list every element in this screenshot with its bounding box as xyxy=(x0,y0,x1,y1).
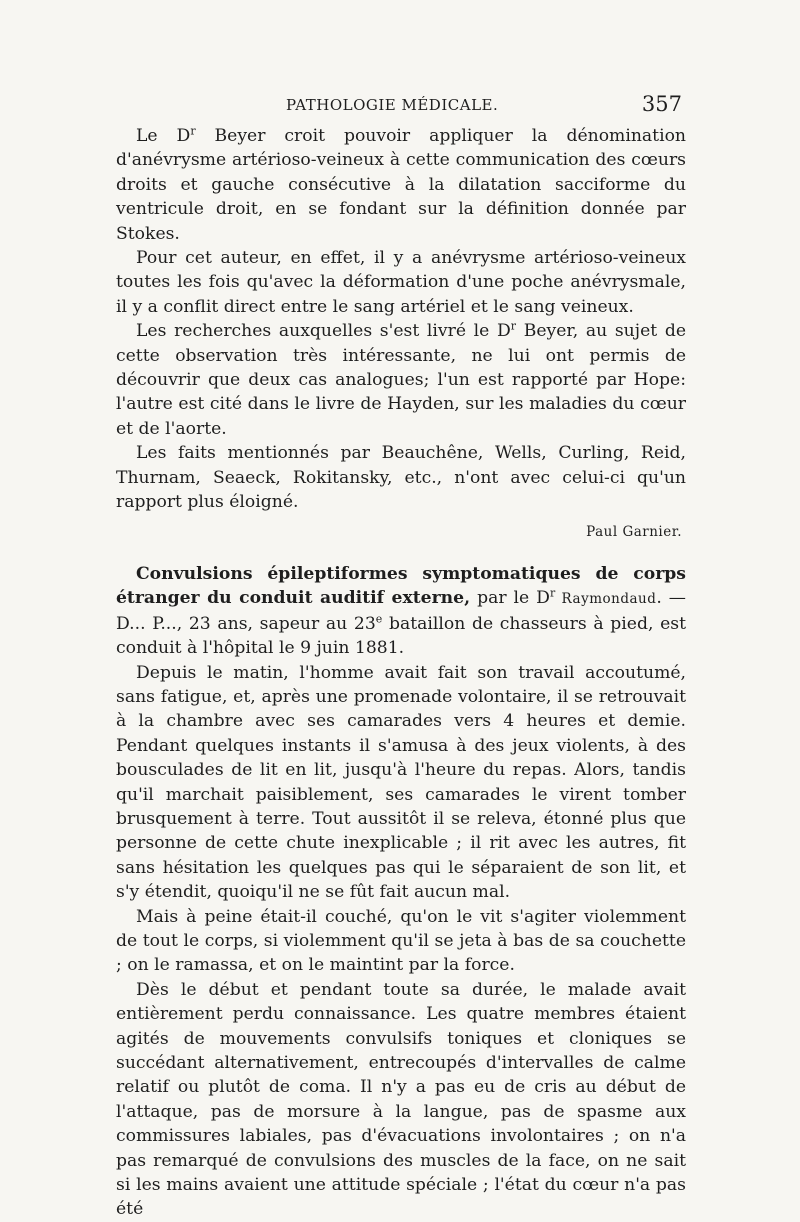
paragraph-3: Les recherches auxquelles s'est livré le $D^r$ Beyer, au sujet de cette observation très intéressante, ne lui ont permis de découvrir que deux cas analogues; l'un est rapporté par Hope: l'autre est cité dans le livre de Hayden, sur les maladies du cœur et de l'aorte. xyxy=(116,319,686,439)
author-name: Raymondaud xyxy=(555,591,657,608)
paragraph-1: Le $D^r$ Beyer croit pouvoir appliquer la dénomination d'anévrysme artérioso-veineux à cette communication des cœurs droits et gauche consécutive à la dilatation sacciforme du ventricule droit, en se fondant sur la définition donnée par Stokes. xyxy=(116,124,686,244)
case-paragraph: Convulsions épileptiformes symptomatiques de corps étranger du conduit auditif externe, par le $D^r$ Raymondaud. — D... P..., 23 ans, sapeur au 23e bataillon de chasseurs à pied, est conduit à l'hôpital le 9 juin 1881. xyxy=(116,563,686,659)
paragraph-8: Dès le début et pendant toute sa durée, le malade avait entièrement perdu connaissance. Les quatre membres étaient agités de mouvements convulsifs toniques et cloniques se succédant alternativement, entrecoupés d'intervalles de calme relatif ou plutôt de coma. Il n'y a pas eu de cris au début de l'attaque, pas de morsure à la langue, pas de spasme aux commissures labiales, pas d'évacuations involontaires ; on n'a pas remarqué de convulsions des muscles de la face, on ne sait si les mains avaient une attitude spéciale ; l'état du cœur n'a pas été xyxy=(116,979,686,1220)
page-body xyxy=(116,124,686,1222)
case-title: Convulsions épileptiformes symptomatiques de corps étranger du conduit auditif externe, xyxy=(116,563,686,609)
paragraph-4: Les faits mentionnés par Beauchêne, Wells, Curling, Reid, Thurnam, Seaeck, Rokitansky, etc., n'ont avec celui-ci qu'un rapport plus éloigné. xyxy=(116,443,686,513)
running-title: PATHOLOGIE MÉDICALE. xyxy=(286,96,499,114)
paragraph-2: Pour cet auteur, en effet, il y a anévrysme artérioso-veineux toutes les fois qu'avec la déformation d'une poche anévrysmale, il y a conflit direct entre le sang artériel et le sang veineux. xyxy=(116,248,686,317)
paragraph-6: Depuis le matin, l'homme avait fait son travail accoutumé, sans fatigue, et, après une promenade volontaire, il se retrouvait à la chambre avec ses camarades vers 4 heures et demie. Pendant quelques instants il s'amusa à des jeux violents, à des bousculades de lit en lit, jusqu'à l'heure du repas. Alors, tandis qu'il marchait paisiblement, ses camarades le virent tomber brusquement à terre. Tout aussitôt il se releva, étonné plus que personne de cette chute inexplicable ; il rit avec les autres, fit sans hésitation les quelques pas qui le séparaient de son lit, et s'y étendit, quoiqu'il ne se fût fait aucun mal. xyxy=(116,662,686,903)
author-signature: Paul Garnier. xyxy=(586,523,682,540)
running-head xyxy=(116,92,686,122)
paragraph-7: Mais à peine était-il couché, qu'on le vit s'agiter violemment de tout le corps, si violemment qu'il se jeta à bas de sa couchette ; on le ramassa, et on le maintint par la force. xyxy=(116,906,686,976)
page-number: 357 xyxy=(641,92,682,116)
